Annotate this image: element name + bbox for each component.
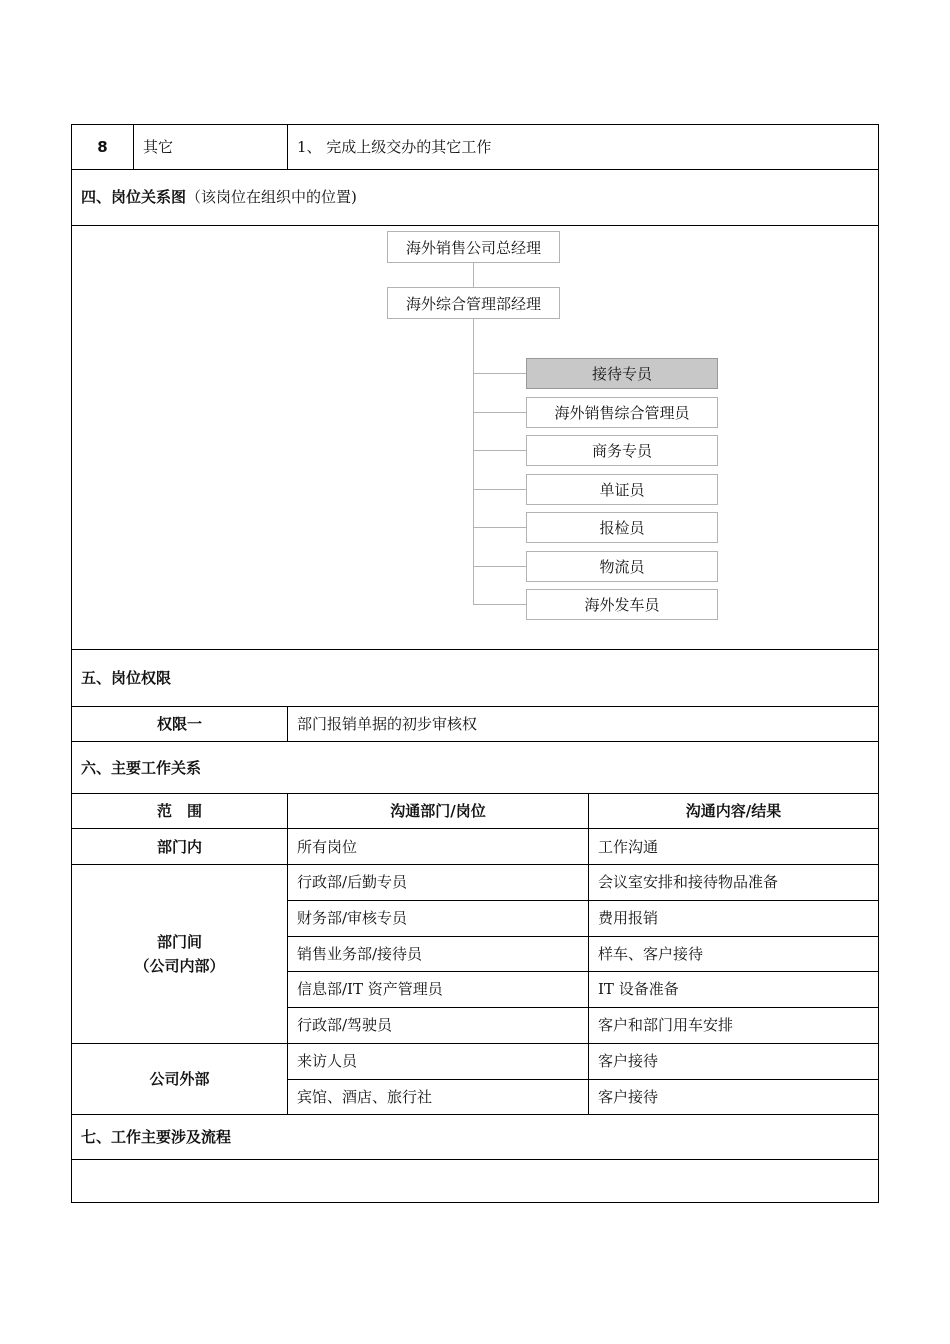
row-divider [71, 1043, 879, 1044]
org-branch-line [473, 566, 526, 567]
org-node-overseas-sales-admin: 海外销售综合管理员 [526, 397, 718, 428]
row-divider [71, 649, 879, 650]
relation-content: 客户接待 [598, 1052, 659, 1070]
org-node-inspection-clerk: 报检员 [526, 512, 718, 543]
org-node-manager: 海外综合管理部经理 [387, 287, 560, 319]
section-title-note: （该岗位在组织中的位置) [186, 188, 357, 206]
relation-content: 客户接待 [598, 1088, 659, 1106]
column-divider [133, 124, 134, 169]
section-title-processes: 七、工作主要涉及流程 [81, 1128, 232, 1146]
table-right-border [878, 124, 879, 1203]
header-dept: 沟通部门/岗位 [390, 802, 486, 820]
org-node-top: 海外销售公司总经理 [387, 231, 560, 263]
org-node-reception-specialist: 接待专员 [526, 358, 718, 389]
org-branch-line [473, 412, 526, 413]
row-divider [287, 936, 879, 937]
row-divider [71, 169, 879, 170]
column-divider [588, 793, 589, 1114]
org-branch-line [473, 450, 526, 451]
column-divider [287, 793, 288, 1114]
column-divider [287, 706, 288, 741]
row-divider [71, 864, 879, 865]
scope-between-depts-note: （公司内部） [134, 957, 225, 975]
org-node-business-specialist: 商务专员 [526, 435, 718, 466]
org-node-vehicle-dispatcher: 海外发车员 [526, 589, 718, 620]
scope-between-depts: 部门间 [156, 933, 202, 951]
org-branch-line [473, 604, 526, 605]
task-category: 其它 [143, 138, 174, 156]
org-connector [473, 263, 474, 287]
relation-content: 样车、客户接待 [598, 945, 704, 963]
row-divider [287, 900, 879, 901]
row-divider [287, 1007, 879, 1008]
row-divider [71, 124, 879, 125]
relation-dept: 行政部/后勤专员 [297, 873, 408, 891]
org-node-documents-clerk: 单证员 [526, 474, 718, 505]
org-branch-line [473, 527, 526, 528]
section-title-relations: 六、主要工作关系 [81, 759, 202, 777]
row-divider [71, 1114, 879, 1115]
relation-content: 费用报销 [598, 909, 659, 927]
header-content: 沟通内容/结果 [685, 802, 782, 820]
relation-dept: 行政部/驾驶员 [297, 1016, 393, 1034]
header-scope: 范 围 [156, 802, 202, 820]
row-divider [71, 706, 879, 707]
relation-dept: 销售业务部/接待员 [297, 945, 423, 963]
row-divider [71, 741, 879, 742]
authority-label: 权限一 [156, 715, 202, 733]
org-trunk-line [473, 319, 474, 605]
relation-content: IT 设备准备 [598, 980, 679, 998]
task-description: 1、 完成上级交办的其它工作 [297, 138, 492, 156]
relation-dept: 来访人员 [297, 1052, 358, 1070]
section-title-authority: 五、岗位权限 [81, 669, 172, 687]
section-title-org-chart [81, 187, 357, 207]
table-left-border [71, 124, 72, 1203]
authority-value: 部门报销单据的初步审核权 [297, 715, 478, 733]
row-divider [71, 793, 879, 794]
relation-content: 客户和部门用车安排 [598, 1016, 734, 1034]
row-divider [71, 1202, 879, 1203]
row-divider [71, 225, 879, 226]
section-title-text: 四、岗位关系图 [81, 188, 187, 206]
row-divider [287, 971, 879, 972]
column-divider [287, 124, 288, 169]
row-divider [71, 828, 879, 829]
relation-content: 工作沟通 [598, 838, 659, 856]
relation-dept: 宾馆、酒店、旅行社 [297, 1088, 433, 1106]
processes-content-cell [72, 1160, 878, 1202]
relation-dept: 信息部/IT 资产管理员 [297, 980, 443, 998]
org-branch-line [473, 373, 526, 374]
task-number: 8 [97, 138, 108, 156]
scope-within-dept: 部门内 [156, 838, 202, 856]
relation-content: 会议室安排和接待物品准备 [598, 873, 779, 891]
relation-dept: 财务部/审核专员 [297, 909, 408, 927]
scope-external: 公司外部 [149, 1070, 210, 1088]
org-node-logistics-clerk: 物流员 [526, 551, 718, 582]
org-branch-line [473, 489, 526, 490]
relation-dept: 所有岗位 [297, 838, 358, 856]
row-divider [287, 1079, 879, 1080]
